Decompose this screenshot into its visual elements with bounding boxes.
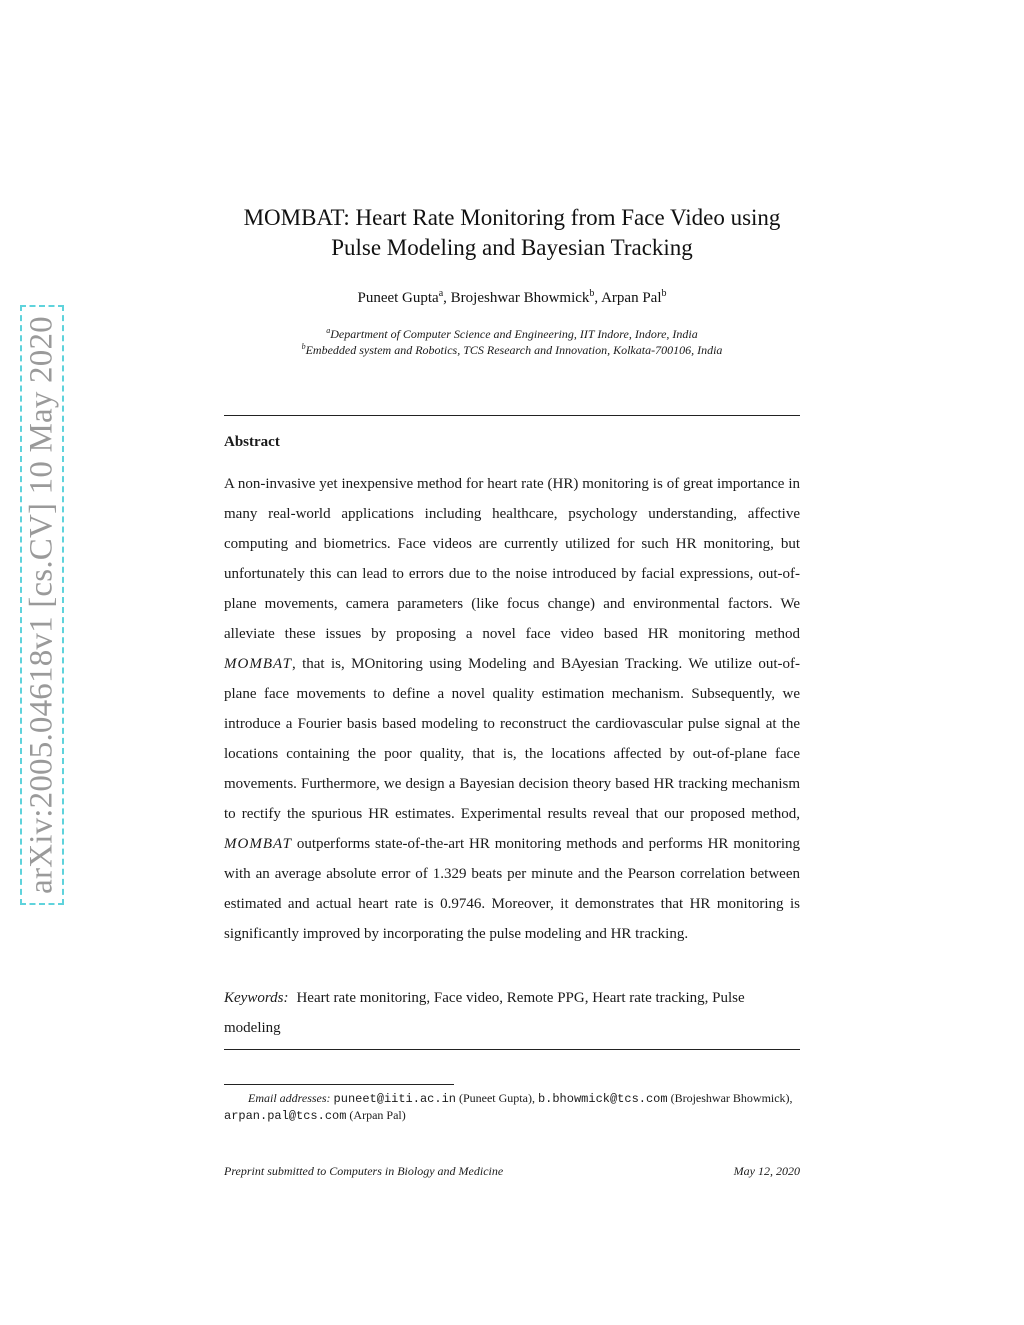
affiliation-a: $^a$Department of Computer Science and Engineering, IIT Indore, Indore, India [326,326,698,341]
email-footnote: Email addresses: puneet@iiti.ac.in (Puneet Gupta), b.bhowmick@tcs.com (Brojeshwar Bhowmick), arpan.pal@tcs.com (Arpan Pal) [224,1091,793,1123]
author-name: Brojeshwar Bhowmick [450,290,590,306]
arxiv-id: arXiv:2005.04618v1 [cs.CV] 10 May 2020 [23,316,60,894]
title-line-1: MOMBAT: Heart Rate Monitoring from Face Video using [243,205,781,230]
abstract-body: A non-invasive yet inexpensive method for heart rate (HR) monitoring is of great importance in many real-world applications including healthcare, psychology understanding, affective computing and biometrics. Face videos are currently utilized for such HR monitoring, but unfortunately this can lead to errors due to the noise introduced by facial expressions, out-of-plane movements, camera parameters (like focus change) and environmental factors. We alleviate these issues by proposing a novel face video based HR monitoring method MOMBAT, that is, MOnitoring using Modeling and BAyesian Tracking. We utilize out-of-plane face movements to define a novel quality estimation mechanism. Subsequently, we introduce a Fourier basis based modeling to reconstruct the cardiovascular pulse signal at the locations containing the poor quality, that is, the locations affected by out-of-plane face movements. Furthermore, we design a Bayesian decision theory based HR tracking mechanism to rectify the spurious HR estimates. Experimental results reveal that our proposed method, MOMBAT outperforms state-of-the-art HR monitoring methods and performs HR monitoring with an average absolute error of 1.329 beats per minute and the Pearson correlation between estimated and actual heart rate is 0.9746. Moreover, it demonstrates that HR monitoring is significantly improved by incorporating the pulse modeling and HR tracking. [224,476,800,942]
affiliations [200,326,824,358]
paper-title [200,203,824,263]
abstract-top-rule [224,415,800,416]
email-link[interactable]: puneet@iiti.ac.in [333,1092,456,1106]
method-name: MOMBAT [224,656,292,672]
author-affil-mark: b [661,288,667,299]
journal-footer: Preprint submitted to Computers in Biology and Medicine [224,1164,504,1178]
author-affil-mark: a [438,288,444,299]
affiliation-b: $^b$Embedded system and Robotics, TCS Research and Innovation, Kolkata-700106, India [301,342,723,357]
date-footer: May 12, 2020 [733,1164,800,1178]
footnote-label: Email addresses: [248,1091,331,1105]
author-list: Puneet Gupta$^a$, Brojeshwar Bhowmick$^b$, Arpan Pal$^b$ [357,288,667,306]
keywords-label: Keywords: [224,990,289,1006]
author-name: Arpan Pal [601,290,662,306]
email-link[interactable]: arpan.pal@tcs.com [224,1109,347,1123]
title-line-2: Pulse Modeling and Bayesian Tracking [331,235,693,260]
keywords [224,983,800,1043]
author-affil-mark: b [589,288,595,299]
email-link[interactable]: b.bhowmick@tcs.com [537,1092,668,1106]
abstract-heading: Abstract [224,434,280,450]
footnote-rule [224,1084,454,1085]
abstract-bottom-rule [224,1049,800,1050]
method-name: MOMBAT [224,836,292,852]
arxiv-stamp[interactable] [20,305,64,905]
keywords-text: Heart rate monitoring, Face video, Remote PPG, Heart rate tracking, Pulse modeling [224,990,745,1036]
author-name: Puneet Gupta [357,290,439,306]
